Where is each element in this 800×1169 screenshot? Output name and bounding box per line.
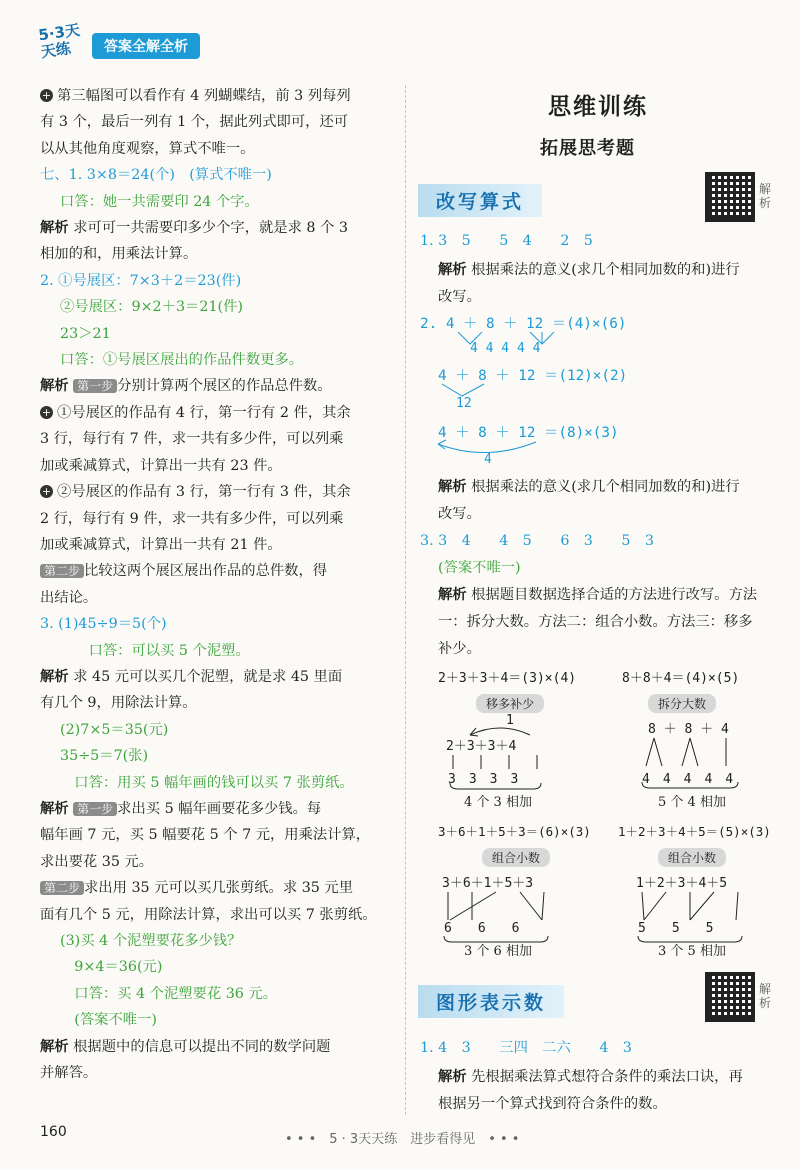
- left-line: 相加的和，用乘法计算。: [40, 246, 198, 263]
- q2-sub-c: 4: [484, 452, 492, 467]
- step-tag: 第二步: [40, 564, 84, 578]
- qr-label-2: 解析: [759, 982, 772, 1011]
- left-line: 求出要花 35 元。: [40, 853, 154, 870]
- left-line: 3. (1)45÷9＝5(个): [40, 616, 167, 633]
- left-line: 35÷5＝7(张): [60, 748, 149, 765]
- d4-caption: 3 个 5 相加: [658, 944, 726, 959]
- q2-equation-b: 4 ＋ 8 ＋ 12 ＝(12)×(2): [438, 368, 628, 384]
- left-line: 加或乘减算式，计算出一共有 23 件。: [40, 457, 282, 474]
- d2-caption: 5 个 4 相加: [658, 795, 726, 810]
- analysis-label: 解析: [40, 378, 69, 395]
- left-line: 2 行，每行有 9 件，求一共有多少件，可以列乘: [40, 510, 344, 527]
- pill-split: 拆分大数: [648, 694, 716, 713]
- analysis-label: 解析: [438, 479, 467, 495]
- left-line: 口答：可以买 5 个泥塑。: [60, 642, 250, 659]
- left-line: 口答：她一共需要印 24 个字。: [60, 193, 259, 210]
- left-line: 解析 第一步 分别计算两个展区的作品总件数。: [40, 378, 332, 395]
- step-tag: 第二步: [40, 881, 84, 895]
- step-tag: 第一步: [73, 802, 117, 816]
- left-line: 口答：用买 5 幅年画的钱可以买 7 张剪纸。: [60, 774, 354, 791]
- left-line: 2. ①号展区：7×3＋2＝23(件): [40, 272, 242, 289]
- eq-1: 2＋3＋3＋4＝(3)×(4): [438, 671, 577, 686]
- left-line: 口答：买 4 个泥塑要花 36 元。: [60, 985, 278, 1002]
- q2-diagram-c: [436, 438, 556, 456]
- left-line: 以从其他角度观察，算式不唯一。: [40, 140, 255, 157]
- left-line: 解析 求可可一共需要印多少个字，就是求 8 个 3: [40, 220, 349, 237]
- q2-analysis-text: 根据乘法的意义(求几个相同加数的和)进行: [466, 479, 740, 495]
- analysis-label: 解析: [40, 1038, 69, 1055]
- left-line: 口答：①号展区展出的作品件数更多。: [60, 352, 304, 369]
- section-rewrite: 改写算式: [418, 184, 542, 217]
- analysis-label: 解析: [40, 800, 69, 817]
- q1-analysis-text: 根据乘法的意义(求几个相同加数的和)进行: [466, 262, 740, 278]
- q3-note: (答案不唯一): [438, 560, 521, 576]
- d2-bottom: 4 4 4 4 4: [642, 772, 734, 787]
- qr-code-1: [705, 172, 755, 222]
- left-line: 有几个 9，用除法计算。: [40, 695, 197, 712]
- left-line: (3)买 4 个泥塑要花多少钱？: [60, 933, 242, 949]
- s2-analysis-text: 先根据乘法算式想符合条件的乘法口诀，再: [466, 1069, 743, 1085]
- section-graphic: 图形表示数: [418, 985, 564, 1018]
- d1-top: 2＋3＋3＋4: [446, 739, 517, 754]
- page-subtitle: 拓展思考题: [540, 138, 635, 159]
- q2-sub-b: 12: [456, 396, 472, 411]
- q2-analysis-2: 改写。: [438, 506, 481, 522]
- q2-diagram-b: [440, 382, 520, 400]
- left-line: 解析 求 45 元可以买几个泥塑，就是求 45 里面: [40, 668, 343, 685]
- s2-analysis: [438, 1066, 743, 1086]
- qr-label-1: 解析: [759, 182, 772, 211]
- header-badge: 答案全解全析: [92, 33, 200, 59]
- left-line: 幅年画 7 元，买 5 幅要花 5 个 7 元，用乘法计算，: [40, 827, 371, 844]
- left-line: ②号展区：9×2＋3＝21(件): [60, 299, 243, 316]
- pill-combine-1: 组合小数: [482, 848, 550, 867]
- column-divider: [405, 85, 406, 1115]
- page-number: 160: [40, 1124, 67, 1140]
- q1-analysis-2: 改写。: [438, 289, 481, 305]
- left-line: + ②号展区的作品有 3 行，第一行有 3 件，其余: [41, 484, 351, 501]
- q3-answer: 3. 3 4 4 5 6 3 5 3: [420, 533, 654, 549]
- plus-icon: +: [41, 89, 52, 102]
- left-line: 解析 第一步 求出买 5 幅年画要花多少钱。每: [40, 800, 322, 817]
- left-line: (2)7×5＝35(元): [60, 721, 169, 738]
- header-logo: 5·3天天练: [37, 20, 81, 61]
- left-line: (答案不唯一): [60, 1012, 157, 1029]
- left-line: 有 3 个，最后一列有 1 个，据此列式即可，还可: [40, 114, 349, 131]
- footer-slogan: • • • 5 · 3天天练 进步看得见 • • •: [285, 1132, 520, 1147]
- left-line: + 第三幅图可以看作有 4 列蝴蝶结，前 3 列每列: [41, 88, 351, 104]
- left-line: 加或乘减算式，计算出一共有 21 件。: [40, 536, 282, 553]
- d2-top: 8 ＋ 8 ＋ 4: [648, 722, 729, 737]
- analysis-label: 解析: [438, 262, 467, 278]
- left-line: + ①号展区的作品有 4 行，第一行有 2 件，其余: [41, 404, 351, 421]
- analysis-label: 解析: [40, 668, 69, 685]
- d3-caption: 3 个 6 相加: [464, 944, 532, 959]
- left-line: 出结论。: [40, 589, 98, 606]
- left-line: 解析 根据题中的信息可以提出不同的数学问题: [40, 1038, 331, 1055]
- left-line: 并解答。: [40, 1065, 98, 1082]
- d4-top: 1＋2＋3＋4＋5: [636, 876, 728, 891]
- left-line: 七、1. 3×8＝24(个) (算式不唯一): [40, 167, 272, 184]
- plus-icon: +: [41, 485, 52, 499]
- d1-caption: 4 个 3 相加: [464, 795, 532, 810]
- left-line: 第二步 比较这两个展区展出作品的总件数，得: [40, 558, 400, 584]
- eq-2: 8＋8＋4＝(4)×(5): [622, 671, 740, 686]
- qr-code-2: [705, 972, 755, 1022]
- q2-analysis: [438, 476, 740, 496]
- d4-bottom: 5 5 5: [638, 921, 714, 936]
- eq-3: 3＋6＋1＋5＋3＝(6)×(3): [438, 824, 591, 839]
- page-title: 思维训练: [548, 94, 648, 120]
- q2-equation-a: 2. 4 ＋ 8 ＋ 12 ＝(4)×(6): [420, 316, 627, 332]
- pill-combine-2: 组合小数: [658, 848, 726, 867]
- d1-move: 1: [506, 713, 514, 728]
- q1-answer: 1. 3 5 5 4 2 5: [420, 233, 593, 249]
- q3-analysis-text: 根据题目数据选择合适的方法进行改写。方法: [466, 587, 758, 603]
- analysis-label: 解析: [438, 587, 467, 603]
- left-line: 23＞21: [60, 325, 111, 342]
- step-tag: 第一步: [73, 379, 117, 393]
- q2-equation-c: 4 ＋ 8 ＋ 12 ＝(8)×(3): [438, 425, 619, 441]
- left-column: [40, 83, 400, 1086]
- q3-analysis-3: 补少。: [438, 641, 481, 657]
- analysis-label: 解析: [438, 1069, 467, 1085]
- s2-q1-answer: 1. 4 3 三四 二六 4 3: [420, 1040, 632, 1056]
- q3-analysis-2: 一：拆分大数。方法二：组合小数。方法三：移多: [438, 614, 753, 630]
- d3-bottom: 6 6 6: [444, 921, 520, 936]
- left-line: 第二步 求出用 35 元可以买几张剪纸。求 35 元里: [40, 875, 400, 901]
- s2-analysis-2: 根据另一个算式找到符合条件的数。: [438, 1096, 667, 1112]
- eq-4: 1＋2＋3＋4＋5＝(5)×(3): [618, 824, 771, 839]
- plus-icon: +: [41, 405, 52, 419]
- q3-analysis: [438, 584, 757, 604]
- left-line: 面有几个 5 元，用除法计算，求出可以买 7 张剪纸。: [40, 906, 377, 923]
- d1-bottom: 3 3 3 3: [448, 772, 519, 787]
- q2-sub-a: 4 4 4 4 4: [470, 341, 541, 356]
- left-line: 9×4＝36(元): [60, 959, 163, 976]
- d3-top: 3＋6＋1＋5＋3: [442, 876, 534, 891]
- pill-move: 移多补少: [476, 694, 544, 713]
- left-line: 3 行，每行有 7 件，求一共有多少件，可以列乘: [40, 431, 344, 448]
- q1-analysis: [438, 259, 740, 279]
- analysis-label: 解析: [40, 220, 69, 237]
